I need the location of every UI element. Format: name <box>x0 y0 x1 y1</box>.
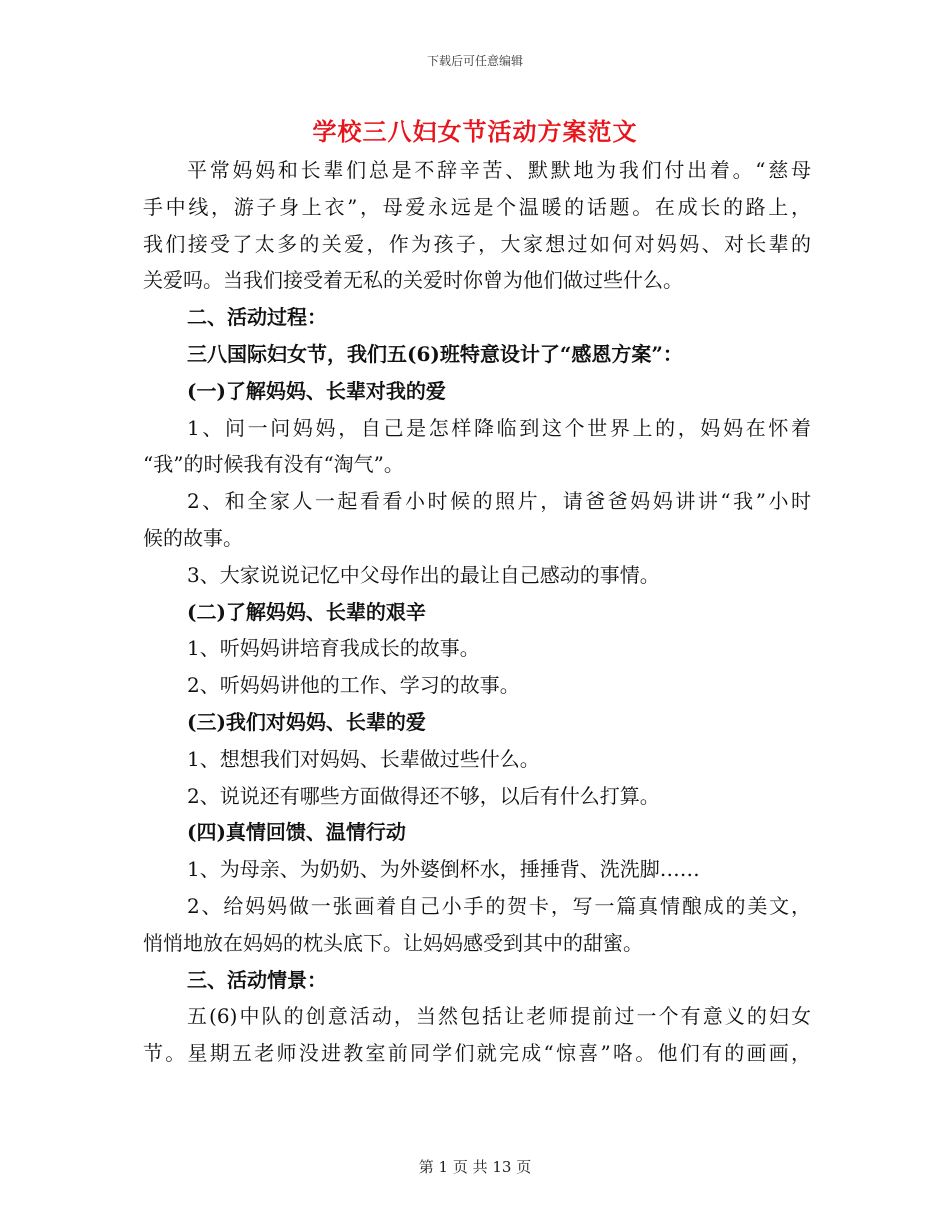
section-heading: 二、活动过程： <box>187 305 327 330</box>
page-number: 第 1 页 共 13 页 <box>418 1158 532 1176</box>
list-item-continuation: “我”的时候我有没有“淘气”。 <box>143 452 404 477</box>
list-item: 2、听妈妈讲他的工作、学习的故事。 <box>187 673 520 698</box>
header-note: 下载后可任意编辑 <box>426 54 523 68</box>
paragraph-line: 节。星期五老师没进教室前同学们就完成“惊喜”咯。他们有的画画， <box>143 1041 811 1066</box>
list-item: 1、想想我们对妈妈、长辈做过些什么。 <box>187 746 540 771</box>
list-item: 3、大家说说记忆中父母作出的最让自己感动的事情。 <box>187 562 660 587</box>
subsection-heading: (二)了解妈妈、长辈的艰辛 <box>187 599 426 624</box>
list-item: 2、说说还有哪些方面做得还不够，以后有什么打算。 <box>187 783 660 808</box>
section-heading: 三、活动情景： <box>187 967 327 992</box>
paragraph-line: 五(6)中队的创意活动，当然包括让老师提前过一个有意义的妇女 <box>187 1004 811 1029</box>
paragraph-line: 我们接受了太多的关爱，作为孩子，大家想过如何对妈妈、对长辈的 <box>143 231 811 256</box>
subsection-heading: (三)我们对妈妈、长辈的爱 <box>187 709 426 734</box>
list-item: 1、听妈妈讲培育我成长的故事。 <box>187 636 480 661</box>
list-item-continuation: 候的故事。 <box>143 525 243 550</box>
list-item: 2、给妈妈做一张画着自己小手的贺卡，写一篇真情酿成的美文， <box>187 893 811 918</box>
paragraph-line: 手中线，游子身上衣”，母爱永远是个温暖的话题。在成长的路上， <box>143 194 811 219</box>
paragraph-line: 关爱吗。当我们接受着无私的关爱时你曾为他们做过些什么。 <box>143 268 683 293</box>
list-item: 1、为母亲、为奶奶、为外婆倒杯水，捶捶背、洗洗脚…… <box>187 857 700 882</box>
subsection-heading: (一)了解妈妈、长辈对我的爱 <box>187 378 446 403</box>
list-item-continuation: 悄悄地放在妈妈的枕头底下。让妈妈感受到其中的甜蜜。 <box>143 930 643 955</box>
list-item: 2、和全家人一起看看小时候的照片，请爸爸妈妈讲讲“我”小时 <box>187 489 811 514</box>
list-item: 1、问一问妈妈，自己是怎样降临到这个世界上的，妈妈在怀着 <box>187 415 811 440</box>
section-intro: 三八国际妇女节，我们五(6)班特意设计了“感恩方案”： <box>187 341 683 366</box>
document-body <box>143 152 811 1072</box>
document-title: 学校三八妇女节活动方案范文 <box>312 117 638 146</box>
paragraph-line: 平常妈妈和长辈们总是不辞辛苦、默默地为我们付出着。“慈母 <box>187 158 811 182</box>
subsection-heading: (四)真情回馈、温情行动 <box>187 820 406 845</box>
